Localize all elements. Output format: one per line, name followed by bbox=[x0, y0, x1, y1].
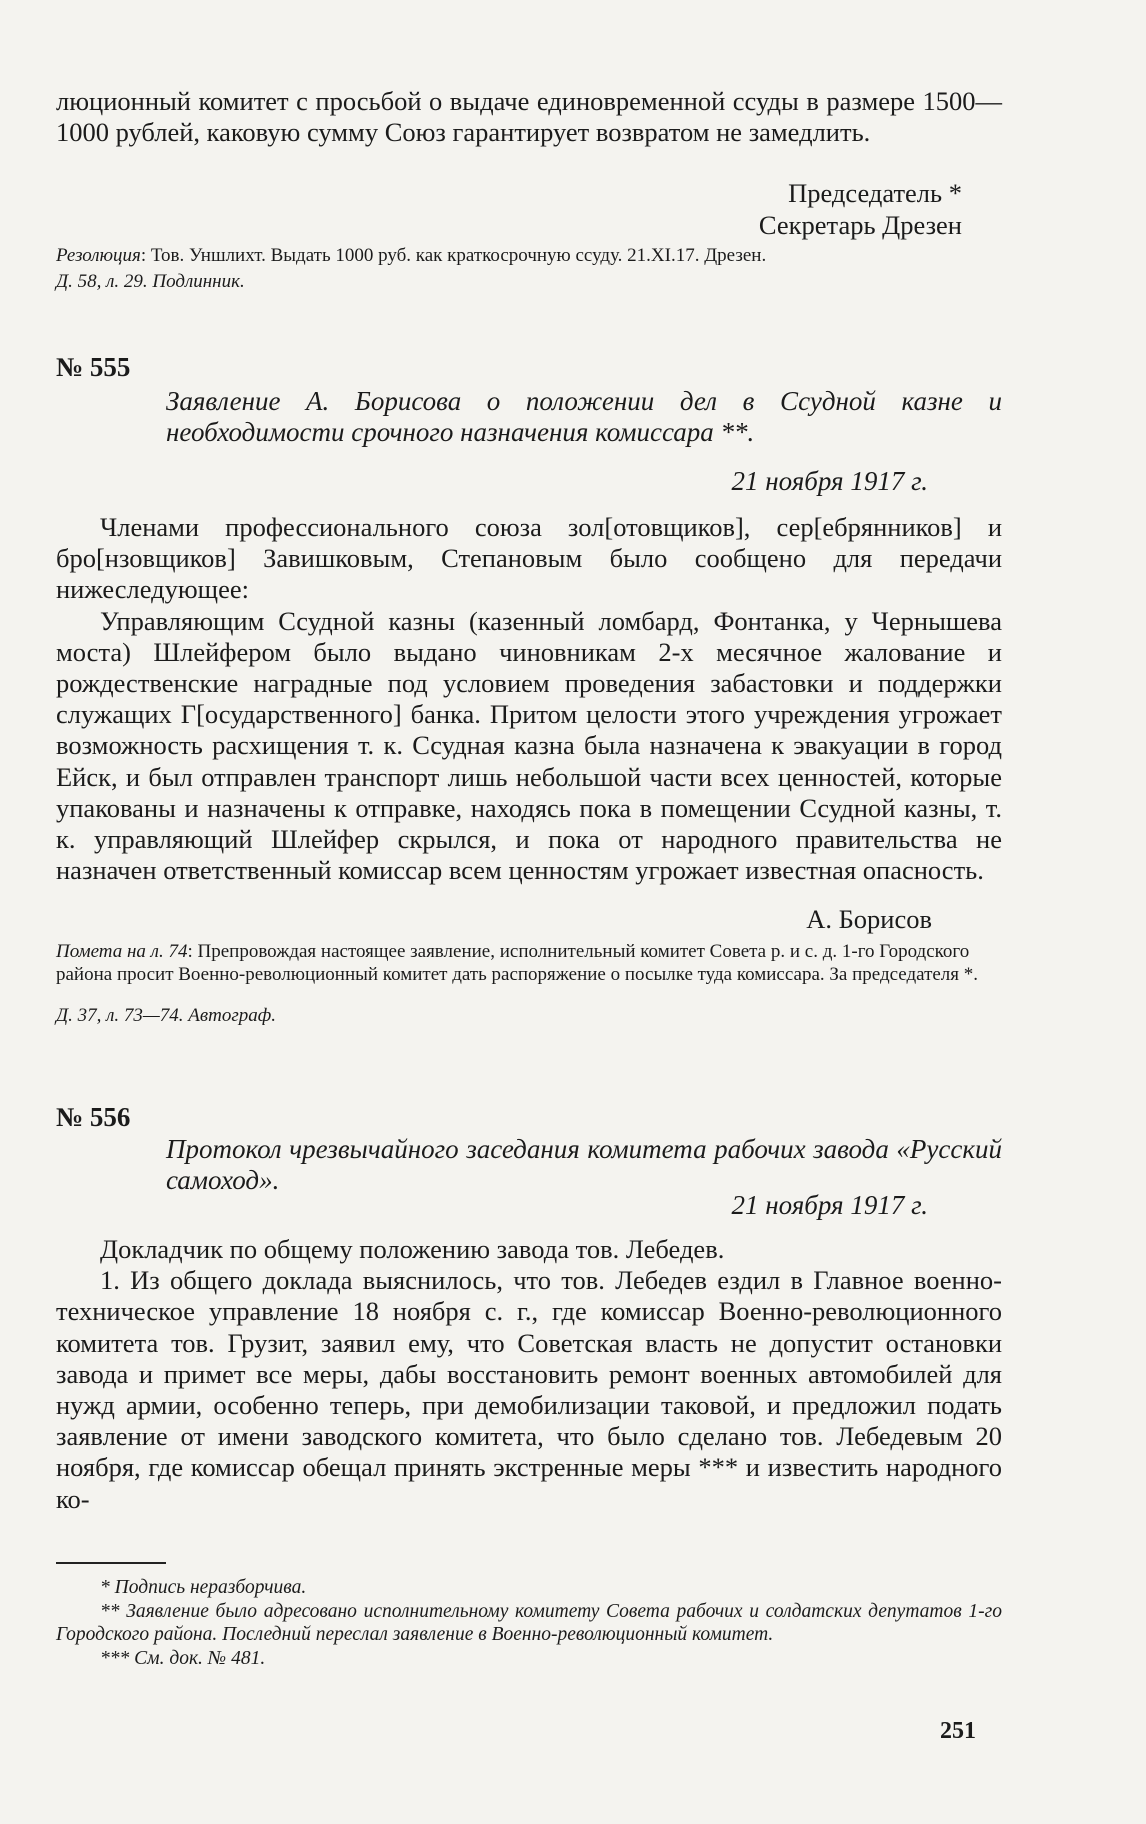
footnote: ** Заявление было адресовано исполнительному комитету Совета рабочих и солдатских депутатов 1-го Городского района. Последний переслал заявление в Военно-революционный комитет. bbox=[56, 1600, 1002, 1645]
document-date: 21 ноября 1917 г. bbox=[731, 466, 928, 496]
paragraph: Членами профессионального союза зол[отовщиков], сер[ебрянников] и бро[нзовщиков] Завишковым, Степановым было сообщено для передачи нижеследующее: Управляющим Ссудной казны (казенный ломбард, Фонтанка, у Чернышева моста) Шлейфером было выдано чиновникам 2-х месячное жалование и рождественские наградные под условием проведения забастовки и поддержки служащих Г[осударственного] банка. Притом целости этого учреждения угрожает возможность расхищения т. к. Ссудная казна была назначена к эвакуации в город Ейск, и был отправлен транспорт лишь небольшой части всех ценностей, которые упакованы и назначены к отправке, находясь пока в помещении Ссудной казны, т. к. управляющий Шлейфер скрылся, и пока от народного правительства не назначен ответственный комиссар всем ценностям угрожает известная опасность. bbox=[56, 512, 1002, 886]
document-title: Заявление А. Борисова о положении дел в Ссудной казне и необходимости срочного назначения комиссара **. bbox=[166, 386, 1002, 447]
resolution-text: : Тов. Уншлихт. Выдать 1000 руб. как краткосрочную ссуду. 21.XI.17. Дрезен. bbox=[140, 245, 767, 266]
document-date: 21 ноября 1917 г. bbox=[731, 1190, 928, 1220]
resolution-note bbox=[56, 244, 1002, 267]
footnote-divider bbox=[56, 1562, 166, 1564]
paragraph: Докладчик по общему положению завода тов. Лебедев. 1. Из общего доклада выяснилось, что тов. Лебедев ездил в Главное военно-техническое управление 18 ноября с. г., где комиссар Военно-революционного комитета тов. Грузит, заявил ему, что Советская власть не допустит остановки завода и примет все меры, дабы восстановить ремонт военных автомобилей для нужд армии, особенно теперь, при демобилизации таковой, и предложил подать заявление от имени заводского комитета, что было сделано тов. Лебедевым 20 ноября, где комиссар обещал принять экстренные меры *** и известить народного ко- bbox=[56, 1234, 1002, 1514]
chairman-line: Председатель * bbox=[788, 178, 962, 208]
resolution-label: Резолюция bbox=[56, 245, 141, 266]
footnote: *** См. док. № 481. bbox=[100, 1647, 266, 1669]
margin-note bbox=[56, 940, 1002, 986]
document-number: № 555 bbox=[56, 352, 131, 382]
page-number: 251 bbox=[940, 1718, 976, 1744]
document-title: Протокол чрезвычайного заседания комитета рабочих завода «Русский самоход». bbox=[166, 1134, 1002, 1195]
source-reference: Д. 37, л. 73—74. Автограф. bbox=[56, 1005, 276, 1026]
paragraph: Управляющим Ссудной казны (казенный ломбард, Фонтанка, у Чернышева моста) Шлейфером было выдано чиновникам 2-х месячное жалование и рождественские наградные под условием проведения забастовки и поддержки служащих Г[осударственного] банка. Притом целости этого учреждения угрожает возможность расхищения т. к. Ссудная казна была назначена к эвакуации в город Ейск, и был отправлен транспорт лишь небольшой части всех ценностей, которые упакованы и назначены к отправке, находясь пока в помещении Ссудной казны, т. к. управляющий Шлейфер скрылся, и пока от народного правительства не назначен ответственный комиссар всем ценностям угрожает известная опасность. bbox=[56, 605, 1002, 886]
footnote: * Подпись неразборчива. bbox=[100, 1577, 307, 1598]
source-reference: Д. 58, л. 29. Подлинник. bbox=[56, 271, 245, 292]
margin-note-label: Помета на л. 74 bbox=[56, 941, 188, 962]
signature: А. Борисов bbox=[806, 904, 932, 934]
document-number: № 556 bbox=[56, 1102, 131, 1132]
paragraph: 1. Из общего доклада выяснилось, что тов. Лебедев ездил в Главное военно-техническое управление 18 ноября с. г., где комиссар Военно-революционного комитета тов. Грузит, заявил ему, что Советская власть не допустит остановки завода и примет все меры, дабы восстановить ремонт военных автомобилей для нужд армии, особенно теперь, при демобилизации таковой, и предложил подать заявление от имени заводского комитета, что было сделано тов. Лебедевым 20 ноября, где комиссар обещал принять экстренные меры *** и известить народного ко- bbox=[56, 1265, 1002, 1514]
margin-note-text: : Препровождая настоящее заявление, исполнительный комитет Совета р. и с. д. 1-го Городского района просит Военно-революционный комитет дать распоряжение о посылке туда комиссара. За председателя *. bbox=[56, 941, 979, 985]
footnotes bbox=[56, 1576, 1002, 1670]
secretary-line: Секретарь Дрезен bbox=[758, 210, 962, 240]
continuation-paragraph: люционный комитет с просьбой о выдаче единовременной ссуды в размере 1500—1000 рублей, каковую сумму Союз гарантирует возвратом не замедлить. bbox=[56, 86, 1002, 148]
